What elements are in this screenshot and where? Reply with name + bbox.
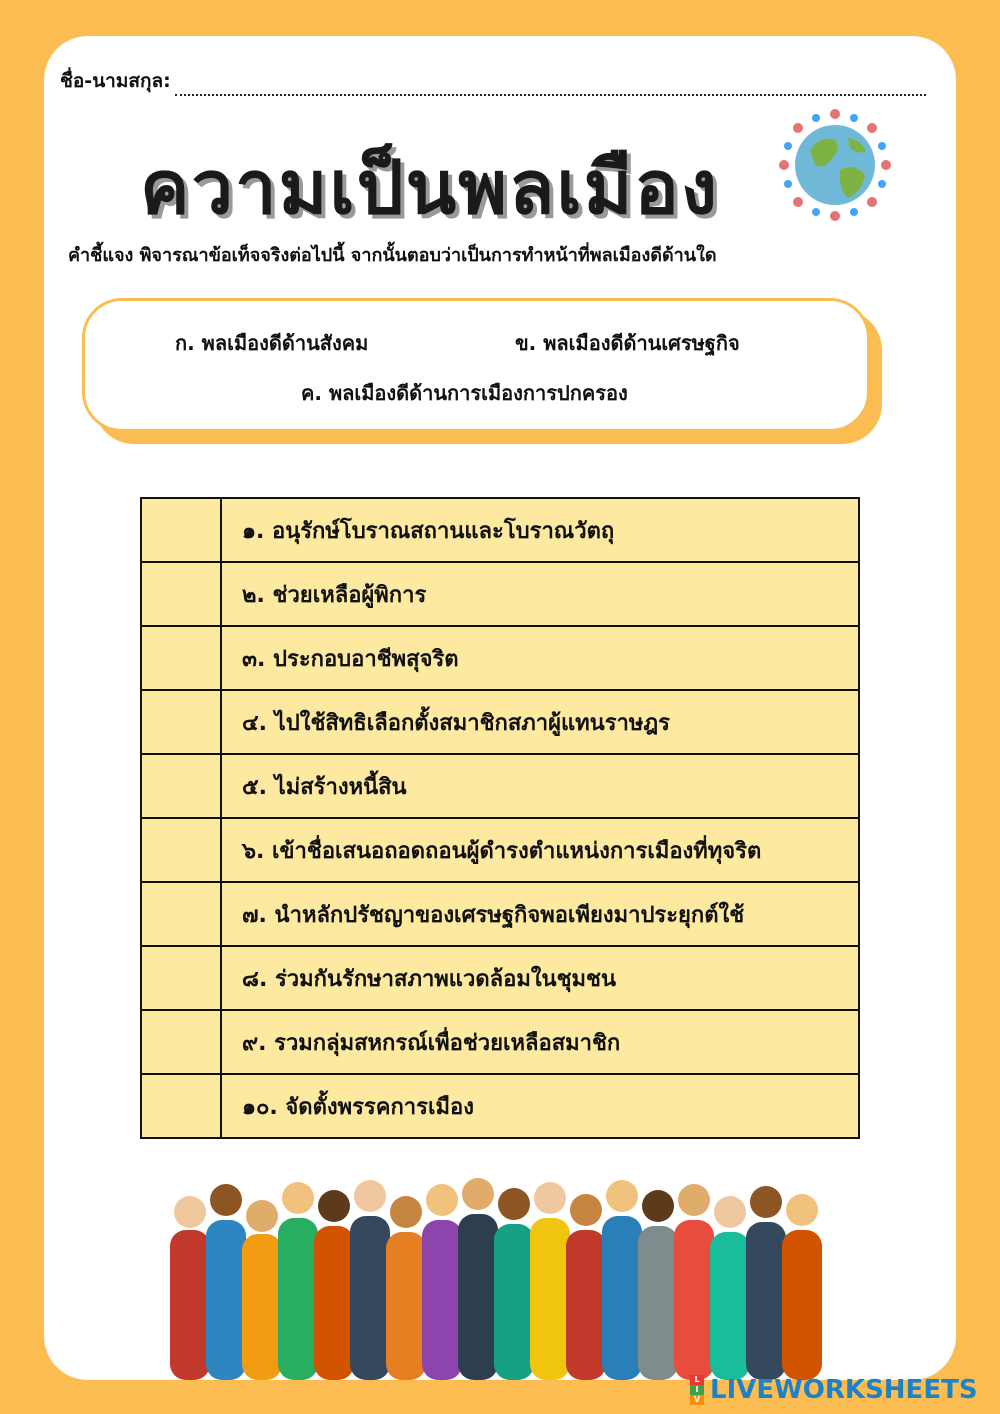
page-title: ความเป็นพลเมือง <box>140 145 720 231</box>
logo-letter: V <box>690 1395 704 1405</box>
answer-cell[interactable] <box>141 882 221 946</box>
brand-name: LIVEWORKSHEETS <box>710 1375 978 1405</box>
logo-letter: L <box>690 1375 704 1385</box>
name-input-line[interactable] <box>175 80 926 96</box>
student-name-line <box>60 66 926 96</box>
item-text: ๖. เข้าชื่อเสนอถอดถอนผู้ดำรงตำแหน่งการเมืองที่ทุจริต <box>221 818 859 882</box>
liveworksheets-logo-icon <box>690 1375 704 1405</box>
answer-cell[interactable] <box>141 690 221 754</box>
item-text: ๑๐. จัดตั้งพรรคการเมือง <box>221 1074 859 1138</box>
instruction-text: คำชี้แจง พิจารณาข้อเท็จจริงต่อไปนี้ จากนั้นตอบว่าเป็นการทำหน้าที่พลเมืองดีด้านใด <box>68 245 717 266</box>
answer-cell[interactable] <box>141 562 221 626</box>
answer-cell[interactable] <box>141 626 221 690</box>
item-text: ๒. ช่วยเหลือผู้พิการ <box>221 562 859 626</box>
table-row <box>141 946 859 1010</box>
answer-cell[interactable] <box>141 754 221 818</box>
answer-cell[interactable] <box>141 818 221 882</box>
answer-cell[interactable] <box>141 498 221 562</box>
name-label: ชื่อ-นามสกุล: <box>60 70 171 92</box>
table-row <box>141 818 859 882</box>
item-text: ๓. ประกอบอาชีพสุจริต <box>221 626 859 690</box>
logo-letter: I <box>690 1385 704 1395</box>
item-text: ๗. นำหลักปรัชญาของเศรษฐกิจพอเพียงมาประยุกต์ใช้ <box>221 882 859 946</box>
choice-c: ค. พลเมืองดีด้านการเมืองการปกครอง <box>301 381 628 405</box>
table-row <box>141 562 859 626</box>
crowd-of-people-illustration <box>170 1160 830 1380</box>
question-table <box>140 497 860 1139</box>
item-text: ๑. อนุรักษ์โบราณสถานและโบราณวัตถุ <box>221 498 859 562</box>
item-text: ๔. ไปใช้สิทธิเลือกตั้งสมาชิกสภาผู้แทนราษฎร <box>221 690 859 754</box>
liveworksheets-brand <box>690 1372 978 1408</box>
table-row <box>141 498 859 562</box>
table-row <box>141 754 859 818</box>
item-text: ๙. รวมกลุ่มสหกรณ์เพื่อช่วยเหลือสมาชิก <box>221 1010 859 1074</box>
table-row <box>141 626 859 690</box>
item-text: ๕. ไม่สร้างหนี้สิน <box>221 754 859 818</box>
item-text: ๘. ร่วมกันรักษาสภาพแวดล้อมในชุมชน <box>221 946 859 1010</box>
answer-cell[interactable] <box>141 1074 221 1138</box>
table-row <box>141 1010 859 1074</box>
table-row <box>141 882 859 946</box>
table-row <box>141 690 859 754</box>
table-row <box>141 1074 859 1138</box>
globe-with-children-icon <box>770 100 900 230</box>
answer-cell[interactable] <box>141 1010 221 1074</box>
choices-box <box>82 298 870 432</box>
choice-b: ข. พลเมืองดีด้านเศรษฐกิจ <box>515 331 740 355</box>
answer-cell[interactable] <box>141 946 221 1010</box>
choice-a: ก. พลเมืองดีด้านสังคม <box>175 331 369 355</box>
